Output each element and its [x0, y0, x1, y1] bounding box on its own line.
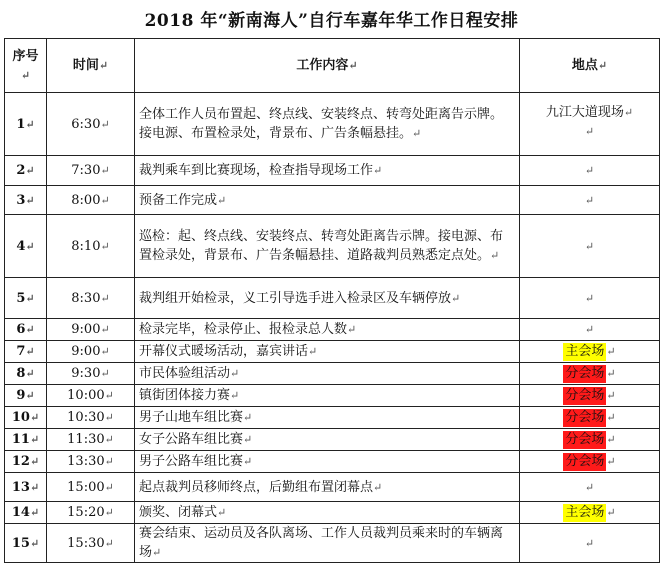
paragraph-mark: ↵ — [25, 193, 35, 207]
paragraph-mark: ↵ — [373, 164, 383, 177]
paragraph-mark: ↵ — [104, 455, 114, 468]
cell-task — [135, 156, 520, 186]
table-row — [5, 429, 660, 451]
cell-seq — [5, 473, 47, 502]
table-row — [5, 451, 660, 473]
cell-seq — [5, 363, 47, 385]
location-text: 分会场 — [565, 410, 605, 425]
seq-number: 9 — [16, 388, 26, 403]
paragraph-mark: ↵ — [25, 291, 35, 305]
table-row — [5, 502, 660, 524]
cell-task — [135, 363, 520, 385]
cell-location — [520, 502, 660, 524]
paragraph-mark: ↵ — [104, 411, 114, 424]
paragraph-mark: ↵ — [100, 345, 110, 358]
header-location-label: 地点 — [571, 58, 598, 73]
task-text: 颁奖、闭幕式 — [139, 505, 218, 520]
cell-location — [520, 278, 660, 319]
time-value: 6:30 — [71, 116, 101, 132]
cell-time — [47, 278, 135, 319]
time-value: 9:00 — [71, 344, 101, 359]
paragraph-mark: ↵ — [104, 389, 114, 402]
location-text: 分会场 — [565, 388, 605, 403]
cell-task — [135, 451, 520, 473]
cell-time — [47, 502, 135, 524]
cell-time — [47, 429, 135, 451]
cell-time — [47, 363, 135, 385]
paragraph-mark: ↵ — [104, 506, 114, 519]
seq-number: 10 — [11, 410, 30, 425]
cell-task — [135, 319, 520, 341]
seq-number: 15 — [11, 535, 30, 551]
cell-task — [135, 473, 520, 502]
time-value: 8:30 — [71, 290, 101, 306]
time-value: 9:00 — [71, 322, 101, 337]
paragraph-mark: ↵ — [606, 389, 616, 402]
paragraph-mark: ↵ — [412, 127, 422, 140]
cell-seq — [5, 451, 47, 473]
cell-seq — [5, 385, 47, 407]
table-row — [5, 385, 660, 407]
paragraph-mark: ↵ — [584, 125, 595, 138]
table-row — [5, 186, 660, 215]
seq-number: 2 — [16, 163, 26, 178]
time-value: 15:30 — [67, 535, 105, 551]
header-location — [520, 39, 660, 93]
table-row — [5, 156, 660, 186]
cell-task — [135, 186, 520, 215]
paragraph-mark: ↵ — [490, 249, 500, 262]
cell-task — [135, 278, 520, 319]
paragraph-mark: ↵ — [29, 480, 40, 494]
cell-seq — [5, 186, 47, 215]
seq-number: 4 — [16, 238, 26, 254]
paragraph-mark: ↵ — [584, 164, 595, 177]
cell-location — [520, 429, 660, 451]
cell-location — [520, 473, 660, 502]
paragraph-mark: ↵ — [606, 506, 616, 519]
cell-location — [520, 363, 660, 385]
paragraph-mark: ↵ — [25, 389, 35, 402]
seq-number: 14 — [11, 505, 30, 520]
paragraph-mark: ↵ — [104, 536, 114, 550]
table-row — [5, 319, 660, 341]
paragraph-mark: ↵ — [29, 536, 40, 550]
paragraph-mark: ↵ — [25, 239, 35, 253]
cell-location — [520, 451, 660, 473]
header-task — [135, 39, 520, 93]
header-row — [5, 39, 660, 93]
cell-time — [47, 341, 135, 363]
paragraph-mark: ↵ — [100, 239, 110, 253]
task-text: 预备工作完成 — [139, 192, 218, 208]
task-text: 起点裁判员移师终点，后勤组布置闭幕点 — [139, 479, 374, 495]
cell-time — [47, 407, 135, 429]
paragraph-mark: ↵ — [25, 117, 35, 131]
table-row — [5, 341, 660, 363]
seq-number: 1 — [16, 116, 26, 132]
paragraph-mark: ↵ — [100, 164, 110, 177]
cell-location — [520, 93, 660, 156]
paragraph-mark: ↵ — [584, 193, 595, 207]
seq-number: 5 — [16, 290, 26, 306]
task-text: 巡检：起、终点线、安装终点、转弯处距离告示牌。接电源、布置检录处，背景布、广告条幅悬挂、道路裁判员熟悉定点处。 — [139, 229, 504, 263]
header-task-label: 工作内容 — [296, 58, 349, 73]
cell-task — [135, 502, 520, 524]
seq-number: 12 — [11, 454, 30, 469]
cell-time — [47, 451, 135, 473]
paragraph-mark: ↵ — [100, 193, 110, 207]
paragraph-mark: ↵ — [348, 59, 358, 72]
cell-seq — [5, 341, 47, 363]
table-row — [5, 363, 660, 385]
cell-location — [520, 385, 660, 407]
cell-time — [47, 93, 135, 156]
cell-seq — [5, 502, 47, 524]
time-value: 10:00 — [67, 388, 105, 403]
location-text: 分会场 — [565, 454, 605, 469]
cell-seq — [5, 215, 47, 278]
table-row — [5, 524, 660, 563]
paragraph-mark: ↵ — [100, 367, 110, 380]
cell-seq — [5, 319, 47, 341]
schedule-table — [4, 38, 660, 563]
seq-number: 7 — [16, 344, 26, 359]
cell-location — [520, 156, 660, 186]
table-row — [5, 215, 660, 278]
cell-task — [135, 429, 520, 451]
task-text: 男子公路车组比赛 — [139, 454, 244, 469]
task-text: 裁判乘车到比赛现场，检查指导现场工作 — [139, 163, 374, 178]
paragraph-mark: ↵ — [25, 323, 35, 336]
cell-location — [520, 524, 660, 563]
time-value: 11:30 — [67, 432, 105, 447]
cell-time — [47, 186, 135, 215]
cell-time — [47, 319, 135, 341]
seq-number: 6 — [16, 322, 26, 337]
seq-number: 3 — [16, 192, 26, 208]
task-text: 镇街团体接力赛 — [139, 388, 231, 403]
paragraph-mark: ↵ — [451, 291, 461, 305]
paragraph-mark: ↵ — [230, 389, 240, 402]
header-time — [47, 39, 135, 93]
paragraph-mark: ↵ — [584, 291, 595, 305]
cell-location — [520, 407, 660, 429]
paragraph-mark: ↵ — [597, 59, 608, 72]
table-row — [5, 407, 660, 429]
paragraph-mark: ↵ — [584, 239, 595, 253]
paragraph-mark: ↵ — [243, 411, 253, 424]
time-value: 13:30 — [67, 454, 105, 469]
paragraph-mark: ↵ — [606, 367, 616, 380]
paragraph-mark: ↵ — [623, 106, 634, 119]
location-text: 分会场 — [565, 432, 605, 447]
task-text: 赛会结束、运动员及各队离场、工作人员裁判员乘来时的车辆离场 — [139, 526, 504, 560]
paragraph-mark: ↵ — [104, 480, 114, 494]
paragraph-mark: ↵ — [584, 323, 595, 336]
paragraph-mark: ↵ — [100, 323, 110, 336]
paragraph-mark: ↵ — [25, 345, 35, 358]
paragraph-mark: ↵ — [373, 480, 383, 494]
cell-location — [520, 215, 660, 278]
paragraph-mark: ↵ — [25, 367, 35, 380]
paragraph-mark: ↵ — [100, 117, 110, 131]
paragraph-mark: ↵ — [25, 164, 35, 177]
header-seq-label: 序号 — [12, 48, 39, 64]
cell-task — [135, 341, 520, 363]
task-text: 裁判组开始检录，义工引导选手进入检录区及车辆停放 — [139, 290, 452, 306]
cell-time — [47, 524, 135, 563]
location-text: 九江大道现场 — [545, 105, 624, 120]
task-text: 市民体验组活动 — [139, 366, 231, 381]
paragraph-mark: ↵ — [20, 68, 31, 82]
task-text: 男子山地车组比赛 — [139, 410, 244, 425]
document-title: 2018 年“新南海人”自行车嘉年华工作日程安排 — [144, 11, 519, 31]
paragraph-mark: ↵ — [217, 193, 227, 207]
cell-time — [47, 385, 135, 407]
table-row — [5, 473, 660, 502]
paragraph-mark: ↵ — [584, 480, 595, 494]
cell-task — [135, 215, 520, 278]
cell-location — [520, 319, 660, 341]
cell-location — [520, 341, 660, 363]
paragraph-mark: ↵ — [29, 506, 40, 519]
time-value: 9:30 — [71, 366, 101, 381]
task-text: 女子公路车组比赛 — [139, 432, 244, 447]
cell-time — [47, 156, 135, 186]
paragraph-mark: ↵ — [606, 455, 616, 468]
paragraph-mark: ↵ — [104, 433, 114, 446]
task-text: 开幕仪式暖场活动，嘉宾讲话 — [139, 344, 309, 359]
cell-seq — [5, 156, 47, 186]
cell-time — [47, 215, 135, 278]
time-value: 8:10 — [71, 238, 101, 254]
cell-time — [47, 473, 135, 502]
cell-location — [520, 186, 660, 215]
location-text: 主会场 — [565, 505, 605, 520]
seq-number: 13 — [11, 479, 30, 495]
paragraph-mark: ↵ — [152, 546, 162, 559]
header-time-label: 时间 — [72, 58, 99, 73]
paragraph-mark: ↵ — [29, 433, 40, 446]
paragraph-mark: ↵ — [217, 506, 227, 519]
seq-number: 11 — [11, 432, 30, 447]
cell-task — [135, 524, 520, 563]
location-text: 主会场 — [565, 344, 605, 359]
time-value: 8:00 — [71, 192, 101, 208]
table-row — [5, 93, 660, 156]
cell-seq — [5, 524, 47, 563]
time-value: 7:30 — [71, 163, 101, 178]
paragraph-mark: ↵ — [29, 455, 40, 468]
header-seq — [5, 39, 47, 93]
time-value: 15:00 — [67, 479, 105, 495]
cell-seq — [5, 278, 47, 319]
cell-task — [135, 407, 520, 429]
schedule-body — [5, 93, 660, 563]
task-text: 全体工作人员布置起、终点线、安装终点、转弯处距离告示牌。接电源、布置检录处，背景布、广告条幅悬挂。 — [139, 107, 504, 141]
paragraph-mark: ↵ — [98, 59, 109, 72]
paragraph-mark: ↵ — [243, 433, 253, 446]
time-value: 15:20 — [67, 505, 105, 520]
paragraph-mark: ↵ — [308, 345, 318, 358]
cell-seq — [5, 429, 47, 451]
cell-task — [135, 93, 520, 156]
paragraph-mark: ↵ — [243, 455, 253, 468]
paragraph-mark: ↵ — [606, 411, 616, 424]
table-row — [5, 278, 660, 319]
paragraph-mark: ↵ — [606, 433, 616, 446]
seq-number: 8 — [16, 366, 26, 381]
cell-seq — [5, 407, 47, 429]
cell-seq — [5, 93, 47, 156]
paragraph-mark: ↵ — [29, 411, 40, 424]
time-value: 10:30 — [67, 410, 105, 425]
paragraph-mark: ↵ — [584, 536, 595, 550]
location-text: 分会场 — [565, 366, 605, 381]
paragraph-mark: ↵ — [100, 291, 110, 305]
cell-task — [135, 385, 520, 407]
paragraph-mark: ↵ — [347, 323, 357, 336]
paragraph-mark: ↵ — [230, 367, 240, 380]
task-text: 检录完毕，检录停止、报检录总人数 — [139, 322, 348, 337]
paragraph-mark: ↵ — [606, 345, 616, 358]
